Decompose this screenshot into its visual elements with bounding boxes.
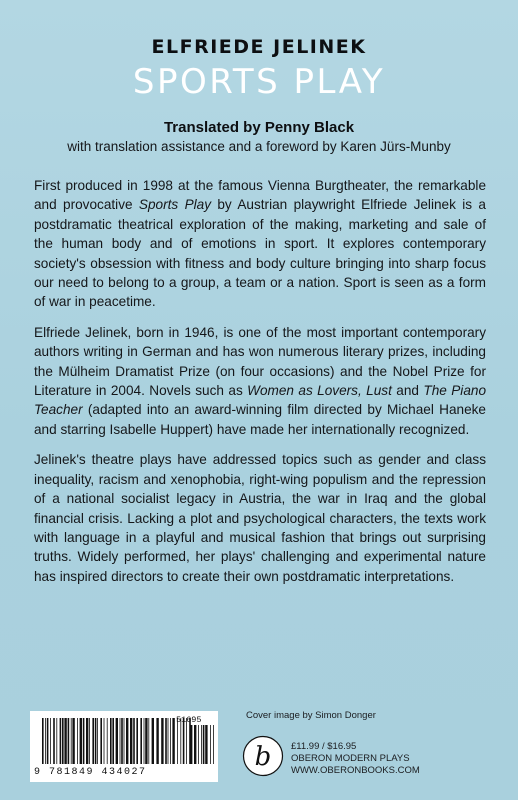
blurb-text: First produced in 1998 at the famous Vienna Burgtheater, the remarkable and provocative bbox=[34, 178, 486, 213]
price: £11.99 / $16.95 bbox=[291, 741, 357, 752]
blurb-text: (adapted into an award-winning film directed by Michael Haneke and starring Isabelle Huppert) have made her internationally recognized. bbox=[34, 402, 486, 437]
book-title: SPORTS PLAY bbox=[132, 62, 386, 102]
blurb-paragraph-2 bbox=[34, 323, 486, 439]
barcode-addon-bars bbox=[190, 725, 214, 764]
oberon-books-logo-icon bbox=[242, 735, 284, 777]
barcode-addon-number: 51695 bbox=[176, 715, 202, 725]
publisher-info bbox=[291, 741, 420, 777]
blurb bbox=[34, 176, 486, 597]
barcode-bars bbox=[42, 718, 197, 764]
blurb-text: by Austrian playwright Elfriede Jelinek is a postdramatic theatrical exploration of the making, marketing and sale of the human body and of emotions in sport. It explores contemporary society's obsession with fitness and body culture bringing into sharp focus our need to belong to a group, a team or a nation. Sport is seen as a form of war in peacetime. bbox=[34, 197, 486, 310]
logo-glyph: b bbox=[254, 742, 272, 772]
translator-credit: Translated by Penny Black bbox=[163, 119, 355, 136]
blurb-italic-title: The Piano Teacher bbox=[34, 383, 486, 418]
blurb-italic-title: Sports Play bbox=[138, 197, 212, 213]
blurb-text: and bbox=[391, 383, 424, 399]
blurb-text: Elfriede Jelinek, born in 1946, is one of the most important contemporary authors writing in German and has won numerous literary prizes, including the Mülheim Dramatist Prize (on four occasions) and the Nobel Prize for Literature in 2004. Novels such as bbox=[34, 324, 486, 399]
isbn-barcode bbox=[30, 711, 218, 782]
foreword-credit: with translation assistance and a foreword by Karen Jürs-Munby bbox=[67, 139, 451, 154]
blurb-paragraph-3: Jelinek's theatre plays have addressed topics such as gender and class inequality, racism and xenophobia, right-wing populism and the repression of a national socialist legacy in Austria, the war in Iraq and the global financial crisis. Lacking a plot and psychological characters, the texts work with language in a playful and musical fashion that brings out surprising truths. Widely performed, her plays' challenging and experimental nature has inspired directors to create their own postdramatic interpretations. bbox=[34, 452, 486, 584]
cover-image-credit: Cover image by Simon Donger bbox=[246, 710, 376, 721]
series-name: OBERON MODERN PLAYS bbox=[291, 753, 410, 764]
publisher-website: WWW.OBERONBOOKS.COM bbox=[291, 765, 420, 776]
isbn-number: 9 781849 434027 bbox=[34, 767, 147, 778]
blurb-paragraph-1 bbox=[34, 176, 486, 312]
blurb-italic-title: Women as Lovers, Lust bbox=[247, 383, 392, 399]
author-name: ELFRIEDE JELINEK bbox=[151, 36, 367, 58]
